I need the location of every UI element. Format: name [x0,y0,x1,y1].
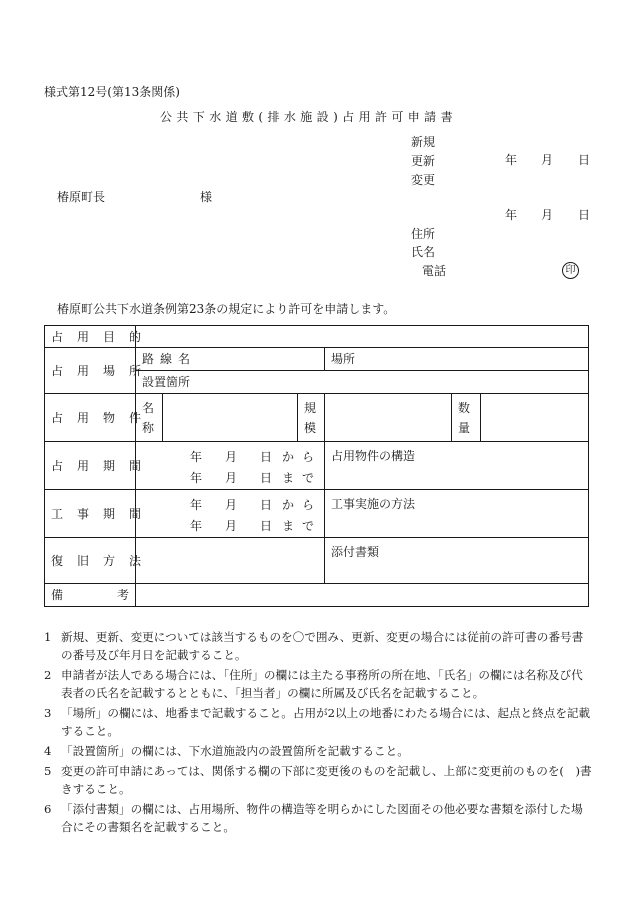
date-month-label: 月 [541,153,554,167]
note-item: 2 申請者が法人である場合には、「住所」の欄には主たる事務所の所在地、「氏名」の欄には名称及び代表者の氏名を記載するとともに、「担当者」の欄に所属及び氏名を記載すること。 [44,668,583,700]
object-name-input[interactable] [163,394,298,442]
work-label-cell: 工事期間 [45,490,136,538]
install-place-cell[interactable]: 設置箇所 [136,371,589,394]
note-item: 4 「設置箇所」の欄には、下水道施設内の設置箇所を記載すること。 [44,744,409,758]
applicant-address-label: 住所 [411,227,436,241]
applicant-phone-label: 電話 [422,264,447,278]
date-day-label: 日 [578,153,591,167]
period-dates-cell[interactable]: 年 月 日 から 年 月 日 まで [136,442,325,490]
applicant-name-label: 氏名 [411,245,436,259]
form-title: 公共下水道敷(排水施設)占用許可申請書 [160,110,457,124]
purpose-label-cell: 占用目的 [45,326,136,348]
form-number: 様式第12号(第13条関係) [44,85,180,99]
addressee-honorific: 様 [200,190,213,204]
application-statement: 椿原町公共下水道条例第23条の規定により許可を申請します。 [57,302,396,316]
type-new: 新規 [411,135,436,149]
purpose-input[interactable] [136,326,589,348]
note-item: 6 「添付書類」の欄には、占用場所、物件の構造等を明らかにした図面その他必要な書類を添付した場合にその書類名を記載すること。 [44,802,583,834]
period-label-cell: 占用期間 [45,442,136,490]
type-change: 変更 [411,173,436,187]
place-label-cell: 占用場所 [45,348,136,394]
object-qty-input[interactable] [481,394,589,442]
remarks-label-cell: 備 考 [45,584,136,607]
object-spec-label: 規 模 [298,394,325,442]
restore-label-cell: 復旧方法 [45,538,136,584]
date-year-label: 年 [505,153,518,167]
addressee-name: 椿原町長 [57,190,106,204]
seal-mark: 印 [562,262,579,279]
apply-year-label: 年 [505,208,518,222]
object-label-cell: 占用物件 [45,394,136,442]
remarks-input[interactable] [136,584,589,607]
method-cell[interactable]: 工事実施の方法 [325,490,589,538]
restore-input[interactable] [136,538,325,584]
note-item: 3 「場所」の欄には、地番まで記載すること。占用が2以上の地番にわたる場合には、起点と終点を記載すること。 [44,706,591,738]
work-dates-cell[interactable]: 年 月 日 から 年 月 日 まで [136,490,325,538]
type-renew: 更新 [411,154,436,168]
note-item: 5 変更の許可申請にあっては、関係する欄の下部に変更後のものを記載し、上部に変更前のものを( )書きすること。 [44,764,592,796]
apply-month-label: 月 [541,208,554,222]
structure-cell[interactable]: 占用物件の構造 [325,442,589,490]
application-form-table [44,325,589,607]
location-cell[interactable]: 場所 [325,348,589,371]
attach-cell[interactable]: 添付書類 [325,538,589,584]
object-qty-label: 数 量 [452,394,481,442]
notes-section [44,628,592,838]
object-name-label: 名 称 [136,394,163,442]
note-item: 1 新規、更新、変更については該当するものを〇で囲み、更新、変更の場合には従前の許可書の番号書の番号及び年月日を記載すること。 [44,630,584,662]
apply-day-label: 日 [578,208,591,222]
route-name-cell[interactable]: 路線名 [136,348,325,371]
object-spec-input[interactable] [325,394,452,442]
